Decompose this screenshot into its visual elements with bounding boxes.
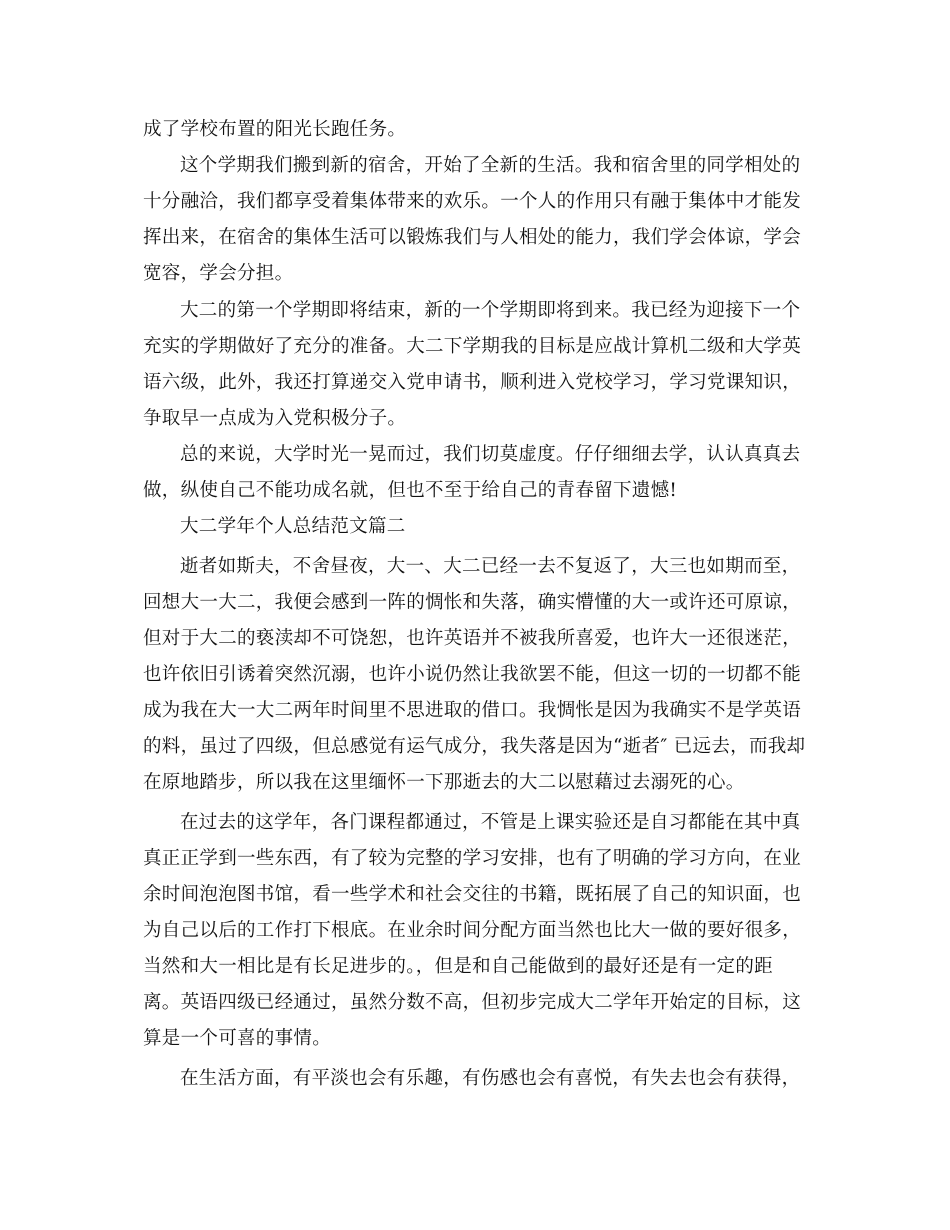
text-line: 为自己以后的工作打下根底。在业余时间分配方面当然也比大一做的要好很多， <box>143 920 802 941</box>
paragraph-start-line: 大二的第一个学期即将结束，新的一个学期即将到来。我已经为迎接下一个 <box>180 300 801 321</box>
paragraph-start-line: 在过去的这学年，各门课程都通过，不管是上课实验还是自习都能在其中真 <box>180 812 801 833</box>
text-line: 挥出来，在宿舍的集体生活可以锻炼我们与人相处的能力，我们学会体谅，学会 <box>143 227 802 248</box>
text-line: 余时间泡泡图书馆，看一些学术和社会交往的书籍，既拓展了自己的知识面，也 <box>143 884 802 905</box>
text-line: 算是一个可喜的事情。 <box>143 1028 332 1049</box>
text-line: 成了学校布置的阳光长跑任务。 <box>143 119 407 140</box>
paragraph-start-line: 逝者如斯夫，不舍昼夜，大一、大二已经一去不复返了，大三也如期而至， <box>180 556 801 577</box>
text-line: 离。英语四级已经通过，虽然分数不高，但初步完成大二学年开始定的目标，这 <box>143 992 802 1013</box>
text-line: 宽容，学会分担。 <box>143 263 294 284</box>
text-line: 真正正学到一些东西，有了较为完整的学习安排，也有了明确的学习方向，在业 <box>143 848 802 869</box>
paragraph-start-line: 总的来说，大学时光一晃而过，我们切莫虚度。仔仔细细去学，认认真真去 <box>180 444 801 465</box>
text-line: 但对于大二的亵渎却不可饶恕，也许英语并不被我所喜爱，也许大一还很迷茫， <box>143 628 802 649</box>
text-line: 回想大一大二，我便会感到一阵的惆怅和失落，确实懵懂的大一或许还可原谅， <box>143 592 802 613</box>
text-line: 也许依旧引诱着突然沉溺，也许小说仍然让我欲罢不能，但这一切的一切都不能 <box>143 664 802 685</box>
text-line: 争取早一点成为入党积极分子。 <box>143 408 407 429</box>
paragraph-start-line: 这个学期我们搬到新的宿舍，开始了全新的生活。我和宿舍里的同学相处的 <box>180 155 801 176</box>
text-line: 做，纵使自己不能功成名就，但也不至于给自己的青春留下遗憾! <box>143 480 678 501</box>
text-line: 当然和大一相比是有长足进步的。，但是和自己能做到的最好还是有一定的距 <box>143 956 773 977</box>
section-heading: 大二学年个人总结范文篇二 <box>180 516 406 537</box>
text-line: 语六级，此外，我还打算递交入党申请书，顺利进入党校学习，学习党课知识， <box>143 372 802 393</box>
text-line: 在原地踏步，所以我在这里缅怀一下那逝去的大二以慰藉过去溺死的心。 <box>143 772 745 793</box>
text-line: 十分融洽，我们都享受着集体带来的欢乐。一个人的作用只有融于集体中才能发 <box>143 191 802 212</box>
paragraph-start-line: 在生活方面，有平淡也会有乐趣，有伤感也会有喜悦，有失去也会有获得， <box>180 1068 801 1089</box>
text-line: 成为我在大一大二两年时间里不思进取的借口。我惆怅是因为我确实不是学英语 <box>143 700 802 721</box>
text-line: 的料，虽过了四级，但总感觉有运气成分，我失落是因为“逝者″ 已远去，而我却 <box>143 736 806 757</box>
text-line: 充实的学期做好了充分的准备。大二下学期我的目标是应战计算机二级和大学英 <box>143 336 802 357</box>
